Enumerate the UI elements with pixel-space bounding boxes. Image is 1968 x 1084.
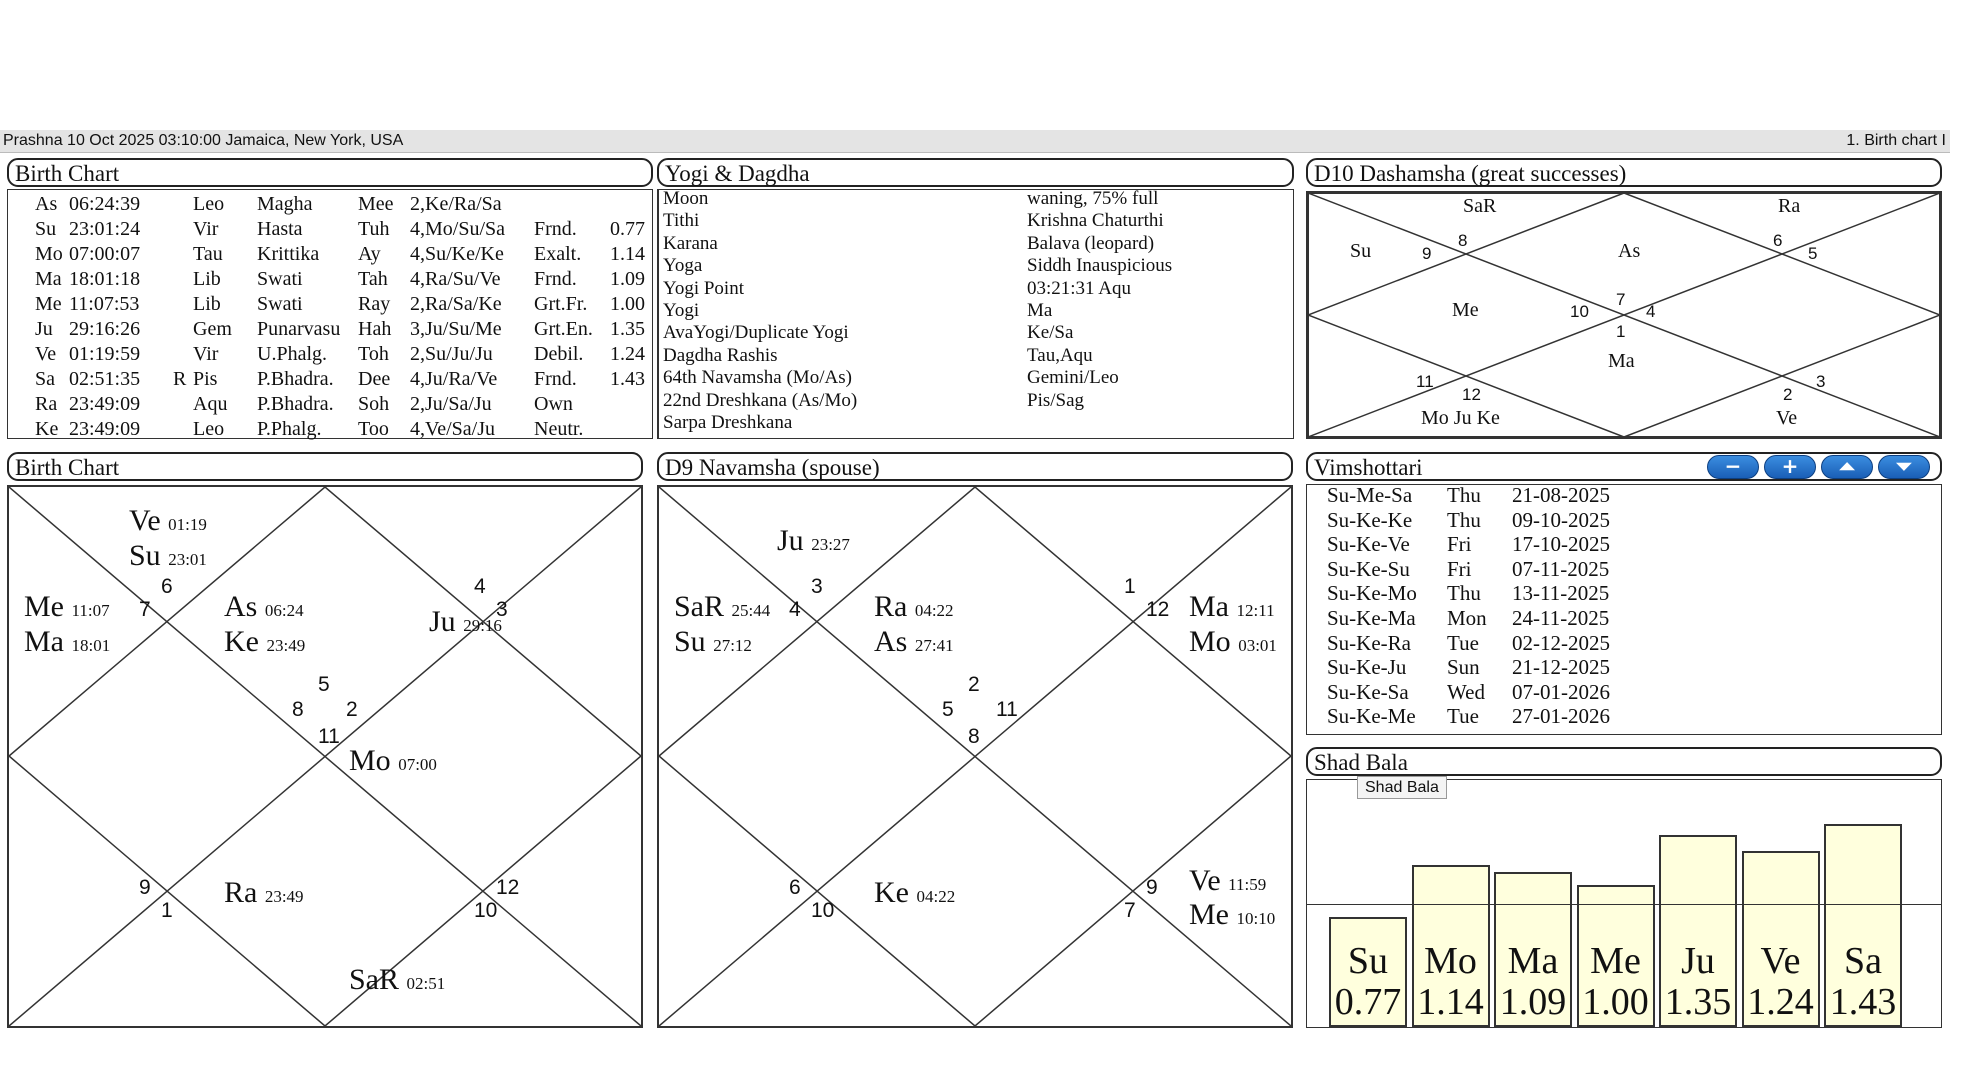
planet-nak: Punarvasu [257, 318, 341, 340]
planet-nak: Magha [257, 193, 313, 215]
planet-rel: Exalt. [534, 243, 582, 265]
yogi-key: AvaYogi/Duplicate Yogi [663, 322, 849, 344]
d10-house-number: 3 [1816, 372, 1826, 391]
planet-sign: Lib [193, 268, 221, 290]
d9_chart-planet-degree: 04:22 [914, 601, 954, 620]
planet-lord: Hah [358, 318, 392, 340]
planet-deg: 06:24:39 [69, 193, 141, 215]
chart-info: Prashna 10 Oct 2025 03:10:00 Jamaica, New York, USA [3, 132, 404, 149]
planet-rel: Frnd. [534, 368, 577, 390]
dasha-day: Thu [1447, 483, 1481, 507]
d9_chart-planet-name: Ju [777, 524, 804, 557]
shadbala-value: 1.24 [1747, 981, 1814, 1023]
birth_chart-planet-degree: 07:00 [398, 755, 437, 774]
planet-lord: Mee [358, 193, 394, 215]
planet-val: 1.43 [610, 368, 645, 390]
birth_chart-house-number: 10 [474, 899, 498, 922]
birth_chart-house-number: 12 [496, 876, 520, 899]
d9_chart-house-number: 2 [968, 673, 980, 696]
planet-pada: 2,Ra/Sa/Ke [410, 293, 502, 315]
planet-deg: 29:16:26 [69, 318, 141, 340]
birth_chart-house-number: 8 [292, 698, 304, 721]
d10-house-number: 4 [1646, 302, 1656, 321]
d10-planet: Me [1452, 299, 1479, 321]
scroll-up-button[interactable]: ⏶ [1821, 455, 1873, 479]
planet-lord: Dee [358, 368, 391, 390]
yogi-key: Tithi [663, 210, 700, 232]
birth_chart-house-number: 6 [161, 575, 173, 598]
planet-pada: 4,Ju/Ra/Ve [410, 368, 498, 390]
shadbala-planet: Su [1347, 940, 1389, 982]
planet-val: 1.09 [610, 268, 645, 290]
planet-deg: 11:07:53 [69, 293, 140, 315]
dasha-date: 24-11-2025 [1512, 606, 1610, 630]
planet-pada: 2,Su/Ju/Ju [410, 343, 493, 365]
dasha-date: 27-01-2026 [1512, 704, 1610, 729]
dasha-date: 09-10-2025 [1512, 507, 1610, 532]
birth_chart-planet [349, 744, 437, 782]
d10-house-number: 12 [1462, 385, 1481, 404]
d9_chart-planet-degree: 04:22 [916, 887, 956, 906]
planet-sign: Vir [193, 343, 219, 365]
dasha-p: Su-Ke-Su [1327, 556, 1410, 581]
planet-p: Ve [35, 343, 57, 365]
d10-chart-lines [1308, 193, 1940, 437]
birth_chart-planet [129, 539, 207, 577]
yogi-key: Dagdha Rashis [663, 344, 778, 366]
d10-planet: Su [1350, 240, 1372, 262]
title-bar [0, 130, 1950, 153]
shadbala-value: 1.14 [1417, 981, 1484, 1023]
d10-house-number: 5 [1808, 244, 1818, 263]
planet-pada: 2,Ju/Sa/Ju [410, 393, 492, 415]
planet-rel: Grt.Fr. [534, 293, 588, 315]
planet-lord: Too [358, 418, 389, 440]
birth_chart-house-number: 2 [346, 698, 358, 721]
shadbala-planet: Ve [1760, 940, 1801, 982]
collapse-button[interactable]: − [1707, 455, 1759, 479]
yogi-value: Tau,Aqu [1027, 344, 1093, 366]
dasha-day: Tue [1447, 704, 1479, 729]
planet-sign: Gem [193, 318, 232, 340]
d9_chart-house-number: 10 [811, 899, 835, 922]
planet-rel: Frnd. [534, 268, 577, 290]
birth_chart-planet-degree: 11:07 [71, 601, 110, 620]
planet-lord: Tuh [358, 218, 390, 240]
birth_chart-planet-degree: 01:19 [168, 515, 207, 534]
shadbala-bar-label [1492, 941, 1574, 1023]
shadbala-bar-label [1822, 941, 1904, 1023]
d9_chart-planet-name: Me [1189, 898, 1229, 931]
yogi-key: Yogi [663, 299, 700, 321]
shadbala-value: 0.77 [1334, 981, 1402, 1023]
planet-sign: Lib [193, 293, 221, 315]
dasha-day: Sun [1447, 655, 1480, 680]
birth_chart-planet-name: Me [24, 590, 64, 623]
dasha-day: Fri [1447, 556, 1472, 581]
planet-p: Su [35, 218, 57, 240]
planet-rel: Own [534, 393, 573, 415]
vimshottari-list [1306, 484, 1942, 735]
d9_chart-house-number: 4 [789, 598, 801, 621]
planet-nak: Hasta [257, 218, 303, 240]
d9_chart-planet-name: Su [674, 625, 706, 658]
d9_chart-planet-name: SaR [674, 590, 725, 623]
planet-nak: Swati [257, 268, 303, 290]
birth_chart-house-number: 4 [474, 575, 486, 598]
planet-nak: P.Phalg. [257, 418, 322, 440]
d10-planet: SaR [1463, 195, 1497, 217]
shadbala-bar-label [1575, 941, 1657, 1023]
d9_chart-planet [674, 590, 770, 628]
dasha-p: Su-Ke-Mo [1327, 581, 1417, 606]
birth_chart-planet [224, 590, 304, 628]
shadbala-value: 1.09 [1499, 981, 1567, 1023]
planet-p: Sa [35, 368, 55, 390]
yogi-value: Siddh Inauspicious [1027, 255, 1173, 277]
birth_chart-planet [129, 504, 207, 542]
birth-chart-lines [9, 487, 641, 1026]
birth_chart-house-number: 9 [139, 876, 151, 899]
planet-p: Mo [35, 243, 63, 265]
planet-rel: Neutr. [534, 418, 584, 440]
planet-sign: Leo [193, 418, 225, 440]
d10-planet: Ve [1776, 407, 1798, 429]
panel-title-birth-chart-table[interactable]: Birth Chart [7, 158, 653, 187]
shadbala-bar-label [1410, 941, 1492, 1023]
d9_chart-planet-degree: 03:01 [1238, 636, 1277, 655]
dasha-p: Su-Me-Sa [1327, 483, 1413, 507]
d10-house-number: 2 [1783, 385, 1793, 404]
d9_chart-house-number: 6 [789, 876, 801, 899]
shadbala-bar-label [1327, 941, 1409, 1023]
shadbala-planet: Mo [1424, 940, 1477, 982]
d9_chart-planet-degree: 12:11 [1236, 601, 1275, 620]
d9_chart-planet-name: Ma [1189, 590, 1229, 623]
birth_chart-planet-name: Mo [349, 744, 391, 777]
d9_chart-planet [1189, 898, 1275, 936]
planet-p: As [35, 193, 58, 215]
scroll-down-button[interactable]: ⏷ [1878, 455, 1930, 479]
birth_chart-planet [429, 605, 502, 643]
d9_chart-planet [1189, 625, 1277, 663]
dasha-day: Mon [1447, 606, 1487, 630]
birth_chart-planet-degree: 23:49 [266, 636, 306, 655]
d9_chart-house-number: 7 [1124, 899, 1136, 922]
yogi-value: 03:21:31 Aqu [1027, 277, 1131, 299]
birth_chart-planet-degree: 02:51 [406, 974, 446, 993]
planet-nak: U.Phalg. [257, 343, 327, 365]
d10-chart [1306, 191, 1942, 439]
planet-lord: Soh [358, 393, 390, 415]
dasha-p: Su-Ke-Ve [1327, 532, 1410, 557]
planet-rel: Frnd. [534, 218, 577, 240]
d9_chart-house-number: 3 [811, 575, 823, 598]
birth_chart-house-number: 5 [318, 673, 330, 696]
shadbala-chart [1306, 779, 1942, 1028]
birth_chart-planet-degree: 29:16 [463, 616, 502, 635]
d10-planet: Ra [1778, 195, 1801, 217]
birth_chart-planet-degree: 18:01 [71, 636, 111, 655]
shadbala-bar-label [1740, 941, 1822, 1023]
dasha-p: Su-Ke-Ra [1327, 630, 1411, 655]
d9_chart-house-number: 1 [1124, 575, 1136, 598]
birth_chart-house-number: 1 [161, 899, 173, 922]
birth_chart-planet-name: SaR [349, 963, 400, 996]
d9_chart-planet [874, 876, 955, 914]
dasha-date: 02-12-2025 [1512, 630, 1610, 655]
planet-sign: Aqu [193, 393, 228, 415]
panel-title-d9[interactable]: D9 Navamsha (spouse) [657, 452, 1293, 481]
d10-house-number: 8 [1458, 231, 1468, 250]
expand-button[interactable]: + [1764, 455, 1816, 479]
birth_chart-planet-name: Ju [429, 605, 456, 638]
d9_chart-planet [1189, 590, 1275, 628]
planet-nak: P.Bhadra. [257, 368, 334, 390]
dasha-p: Su-Ke-Ke [1327, 507, 1413, 532]
dasha-p: Su-Ke-Me [1327, 704, 1416, 729]
birth_chart-planet-name: Ma [24, 625, 64, 658]
birth_chart-planet-degree: 23:49 [264, 887, 304, 906]
dasha-date: 21-08-2025 [1512, 483, 1610, 507]
d9_chart-planet-name: Mo [1189, 625, 1231, 658]
planet-deg: 07:00:07 [69, 243, 141, 265]
birth_chart-planet [349, 963, 445, 1001]
planet-lord: Toh [358, 343, 389, 365]
d10-house-number: 10 [1570, 302, 1589, 321]
yogi-value: Balava (leopard) [1027, 232, 1155, 254]
dasha-p: Su-Ke-Ju [1327, 655, 1407, 680]
yogi-key: Yogi Point [663, 277, 744, 299]
birth_chart-planet [24, 590, 110, 628]
yogi-key: Sarpa Dreshkana [663, 411, 793, 433]
panel-title-birth-chart[interactable]: Birth Chart [7, 452, 643, 481]
planet-pada: 2,Ke/Ra/Sa [410, 193, 502, 215]
planet-positions-table [7, 189, 653, 439]
d10-house-number: 1 [1616, 322, 1626, 341]
planet-deg: 02:51:35 [69, 368, 141, 390]
planet-deg: 23:49:09 [69, 393, 141, 415]
planet-sign: Tau [193, 243, 223, 265]
dasha-p: Su-Ke-Sa [1327, 679, 1409, 704]
planet-deg: 23:01:24 [69, 218, 141, 240]
planet-pada: 4,Ra/Su/Ve [410, 268, 501, 290]
shadbala-planet: Me [1590, 940, 1641, 982]
d9_chart-house-number: 8 [968, 725, 980, 748]
birth_chart-planet-degree: 23:01 [168, 550, 207, 569]
d9_chart-planet-name: Ke [874, 876, 909, 909]
dasha-day: Thu [1447, 581, 1481, 606]
planet-rel: Grt.En. [534, 318, 593, 340]
planet-deg: 23:49:09 [69, 418, 141, 440]
dasha-date: 17-10-2025 [1512, 532, 1610, 557]
planet-val: 0.77 [610, 218, 645, 240]
planet-p: Ju [35, 318, 53, 340]
yogi-key: 22nd Dreshkana (As/Mo) [663, 389, 858, 411]
shadbala-tooltip: Shad Bala [1357, 776, 1447, 799]
d9_chart-planet-degree: 23:27 [811, 535, 850, 554]
chart-tab-label[interactable]: 1. Birth chart I [1846, 132, 1946, 149]
d10-house-number: 9 [1422, 244, 1432, 263]
planet-sign: Pis [193, 368, 218, 390]
planet-val: 1.00 [610, 293, 645, 315]
d9-chart [657, 485, 1293, 1028]
yogi-key: 64th Navamsha (Mo/As) [663, 367, 852, 389]
d10-house-number: 11 [1416, 372, 1434, 391]
planet-sign: Vir [193, 218, 219, 240]
birth_chart-planet [24, 625, 110, 663]
dasha-day: Fri [1447, 532, 1472, 557]
d9_chart-planet [674, 625, 752, 663]
birth_chart-planet [224, 625, 305, 663]
d10-house-number: 7 [1616, 290, 1626, 309]
d9_chart-planet-degree: 25:44 [731, 601, 771, 620]
shadbala-planet: Ma [1507, 940, 1559, 982]
shadbala-value: 1.00 [1582, 981, 1649, 1023]
shadbala-reference-line [1307, 904, 1941, 905]
yogi-value: Pis/Sag [1027, 389, 1085, 411]
planet-pada: 4,Mo/Su/Sa [410, 218, 506, 240]
dasha-day: Tue [1447, 630, 1479, 655]
d9_chart-planet [874, 625, 954, 663]
planet-deg: 01:19:59 [69, 343, 141, 365]
planet-p: Ma [35, 268, 62, 290]
dasha-date: 07-01-2026 [1512, 679, 1610, 704]
yogi-value: waning, 75% full [1027, 188, 1159, 209]
d9_chart-planet [777, 524, 850, 562]
yogi-value: Krishna Chaturthi [1027, 210, 1164, 232]
shadbala-planet: Sa [1844, 940, 1882, 982]
d9_chart-planet-name: Ra [874, 590, 908, 623]
dasha-date: 07-11-2025 [1512, 556, 1610, 581]
panel-title-vimshottari[interactable]: Vimshottari [1306, 452, 1942, 481]
d9_chart-house-number: 11 [996, 698, 1018, 721]
panel-title-yogi[interactable]: Yogi & Dagdha [657, 158, 1294, 187]
d10-planet: Mo Ju Ke [1421, 407, 1500, 429]
planet-val: 1.24 [610, 343, 645, 365]
planet-lord: Ray [358, 293, 391, 315]
planet-nak: Krittika [257, 243, 320, 265]
planet-r: R [173, 368, 187, 390]
d10-planet: Ma [1608, 350, 1635, 372]
d9-chart-lines [659, 487, 1291, 1026]
dasha-date: 21-12-2025 [1512, 655, 1610, 680]
birth_chart-planet-name: Su [129, 539, 161, 572]
birth_chart-house-number: 7 [139, 598, 151, 621]
planet-rel: Debil. [534, 343, 584, 365]
birth-chart [7, 485, 643, 1028]
d10-house-number: 6 [1773, 231, 1783, 250]
d9_chart-planet-degree: 10:10 [1236, 909, 1276, 928]
dasha-p: Su-Ke-Ma [1327, 606, 1416, 630]
d9_chart-planet [874, 590, 954, 628]
shadbala-value: 1.35 [1664, 981, 1732, 1023]
panel-title-shadbala[interactable]: Shad Bala [1306, 747, 1942, 776]
yogi-value: Ma [1027, 299, 1053, 321]
shadbala-value: 1.43 [1829, 981, 1897, 1023]
planet-pada: 4,Su/Ke/Ke [410, 243, 504, 265]
d10-planet: As [1618, 240, 1641, 262]
dasha-date: 13-11-2025 [1512, 581, 1610, 606]
birth_chart-house-number: 11 [318, 725, 340, 748]
shadbala-bar-label [1657, 941, 1739, 1023]
panel-title-d10[interactable]: D10 Dashamsha (great successes) [1306, 158, 1942, 187]
yogi-key: Karana [663, 232, 718, 254]
d9_chart-planet-name: As [874, 625, 908, 658]
birth_chart-planet-degree: 06:24 [264, 601, 304, 620]
yogi-key: Moon [663, 188, 709, 209]
birth_chart-house-number: 3 [496, 598, 508, 621]
d9_chart-house-number: 12 [1146, 598, 1170, 621]
planet-deg: 18:01:18 [69, 268, 141, 290]
planet-val: 1.35 [610, 318, 645, 340]
birth_chart-planet-name: Ve [129, 504, 161, 537]
d9_chart-house-number: 5 [942, 698, 954, 721]
yogi-value: Gemini/Leo [1027, 367, 1119, 389]
planet-p: Me [35, 293, 62, 315]
d9_chart-planet-degree: 11:59 [1228, 875, 1267, 894]
birth_chart-planet-name: Ke [224, 625, 259, 658]
birth_chart-planet-name: Ra [224, 876, 258, 909]
planet-pada: 3,Ju/Su/Me [410, 318, 502, 340]
dasha-day: Wed [1447, 679, 1485, 704]
planet-nak: P.Bhadra. [257, 393, 334, 415]
planet-p: Ke [35, 418, 59, 440]
planet-p: Ra [35, 393, 58, 415]
birth_chart-planet-name: As [224, 590, 258, 623]
birth_chart-planet [224, 876, 304, 914]
yogi-key: Yoga [663, 255, 703, 277]
planet-val: 1.14 [610, 243, 645, 265]
planet-lord: Tah [358, 268, 388, 290]
d9_chart-house-number: 9 [1146, 876, 1158, 899]
planet-sign: Leo [193, 193, 225, 215]
d9_chart-planet-degree: 27:41 [914, 636, 954, 655]
d9_chart-planet-name: Ve [1189, 864, 1221, 897]
planet-nak: Swati [257, 293, 303, 315]
d9_chart-planet-degree: 27:12 [713, 636, 752, 655]
yogi-dagdha-panel [657, 189, 1294, 439]
planet-lord: Ay [358, 243, 381, 265]
yogi-value: Ke/Sa [1027, 322, 1074, 344]
shadbala-planet: Ju [1681, 940, 1715, 982]
d9_chart-planet [1189, 864, 1266, 902]
planet-pada: 4,Ve/Sa/Ju [410, 418, 495, 440]
dasha-day: Thu [1447, 507, 1481, 532]
